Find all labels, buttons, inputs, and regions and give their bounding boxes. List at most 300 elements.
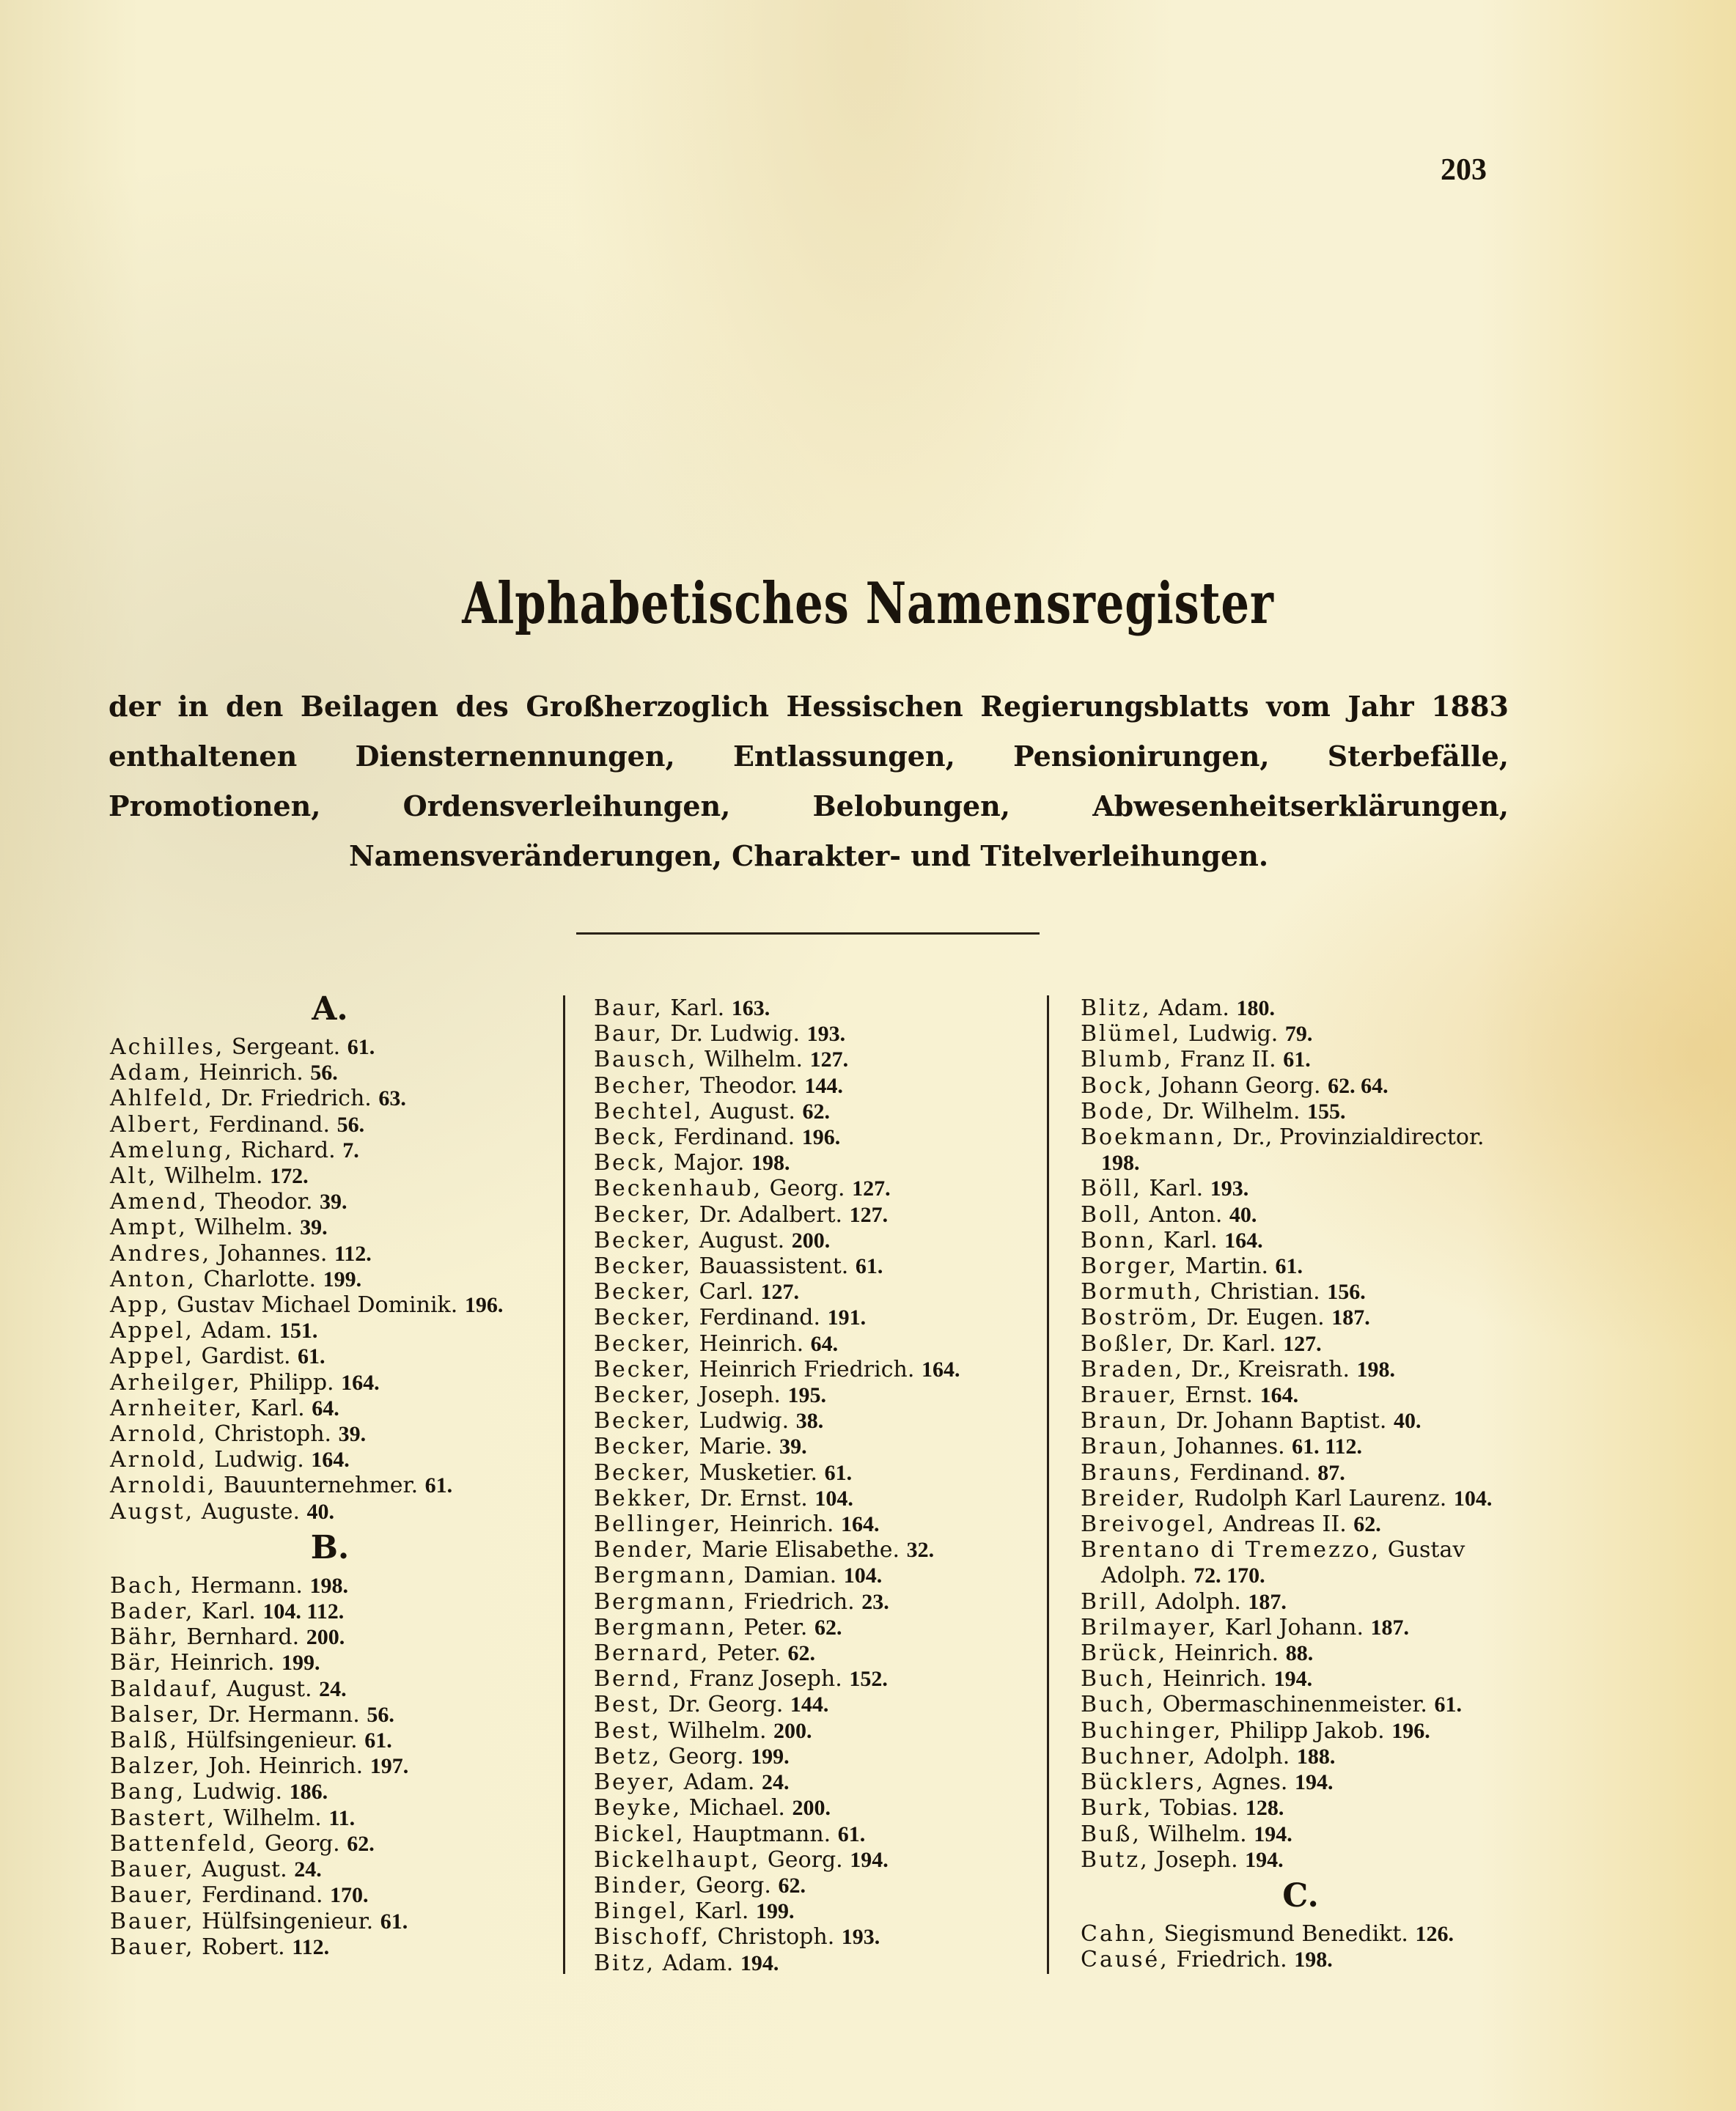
entry-given-name: Ferdinand.: [202, 1882, 323, 1909]
entry-pages: 199.: [751, 1744, 790, 1769]
entry-surname: Bickel,: [594, 1821, 685, 1847]
entry-surname: Bauer,: [110, 1908, 195, 1934]
entry-pages: 152.: [849, 1667, 888, 1692]
index-entry: [1081, 1073, 1520, 1099]
entry-surname: Buchner,: [1081, 1743, 1198, 1769]
entry-given-name: Dr. Ludwig.: [670, 1021, 801, 1047]
entry-surname: Bickelhaupt,: [594, 1846, 761, 1873]
entry-given-name: Christoph.: [717, 1924, 835, 1950]
entry-given-name: Bauassistent.: [699, 1253, 849, 1280]
index-entry: [594, 1847, 1026, 1873]
entry-given-name: Hülfsingenieur.: [185, 1728, 358, 1754]
entry-surname: Augst,: [110, 1498, 195, 1525]
index-entry: [110, 1396, 550, 1421]
entry-surname: Bode,: [1081, 1098, 1155, 1124]
index-entry: [594, 1615, 1026, 1640]
entry-given-name: August.: [227, 1676, 312, 1702]
index-entry: [594, 1460, 1026, 1486]
index-entry: [594, 995, 1026, 1021]
index-entry: [594, 1202, 1026, 1228]
entry-surname: Bach,: [110, 1572, 184, 1599]
entry-given-name: Ferdinand.: [673, 1124, 795, 1151]
index-entry: [594, 1511, 1026, 1537]
entry-pages: 61.: [364, 1728, 392, 1753]
entry-pages: 187.: [1331, 1305, 1370, 1330]
column-divider-2: [1047, 995, 1049, 1974]
entry-pages: 199.: [323, 1267, 362, 1292]
entry-pages: 170.: [330, 1883, 369, 1908]
entry-pages: 200.: [306, 1625, 345, 1650]
index-entry: [594, 1279, 1026, 1305]
entry-pages: 39.: [779, 1434, 807, 1459]
entry-given-name: Bernhard.: [186, 1624, 300, 1651]
index-entry: [594, 1047, 1026, 1072]
index-entry: [110, 1599, 550, 1624]
index-entry: [110, 1112, 550, 1138]
entry-surname: Beckenhaub,: [594, 1176, 763, 1202]
entry-pages: 186.: [289, 1780, 328, 1805]
entry-surname: Bergmann,: [594, 1588, 737, 1615]
index-entry: [1081, 1176, 1520, 1201]
entry-given-name: Gardist.: [201, 1344, 291, 1370]
entry-pages: 156.: [1327, 1280, 1366, 1305]
section-letter-heading: A.: [312, 990, 348, 1028]
entry-given-name: Karl.: [250, 1395, 305, 1421]
entry-given-name: Joh. Heinrich.: [208, 1753, 364, 1780]
index-entry: [110, 1909, 550, 1934]
index-entry: [1081, 1692, 1520, 1717]
entry-pages: 191.: [827, 1305, 867, 1330]
entry-surname: Bischoff,: [594, 1924, 710, 1950]
entry-surname: Buchinger,: [1081, 1717, 1223, 1744]
entry-given-name: Wilhelm.: [704, 1047, 803, 1073]
entry-pages: 180.: [1236, 996, 1275, 1020]
index-entry: [110, 1267, 550, 1292]
entry-given-name: Adam.: [1158, 995, 1229, 1021]
index-column-3: [1081, 995, 1520, 1972]
entry-given-name: Friedrich.: [743, 1588, 855, 1615]
entry-surname: Beck,: [594, 1150, 667, 1176]
entry-given-name: Ludwig.: [699, 1408, 790, 1434]
entry-surname: Adam,: [110, 1060, 192, 1086]
index-entry: [1081, 1357, 1520, 1382]
entry-pages: 87.: [1317, 1460, 1345, 1485]
entry-surname: Braun,: [1081, 1408, 1169, 1434]
index-entry: [1081, 1382, 1520, 1408]
entry-surname: Bechtel,: [594, 1098, 703, 1124]
entry-pages: 196.: [801, 1125, 841, 1150]
entry-given-name: August.: [202, 1857, 287, 1883]
entry-pages: 56.: [367, 1702, 394, 1727]
index-entry: [1081, 1434, 1520, 1459]
entry-surname: Bausch,: [594, 1047, 698, 1073]
index-entry: [1081, 1408, 1520, 1434]
entry-pages: 24.: [319, 1676, 347, 1701]
index-entry: [1081, 995, 1520, 1021]
entry-given-name: Georg.: [769, 1176, 845, 1202]
entry-surname: Becker,: [594, 1253, 693, 1280]
entry-given-name: Damian.: [743, 1563, 837, 1589]
entry-given-name: Karl.: [670, 995, 725, 1021]
entry-given-name: Karl Johann.: [1224, 1614, 1364, 1640]
entry-pages: 164.: [311, 1448, 350, 1473]
index-entry: [594, 1821, 1026, 1847]
index-entry: [594, 1898, 1026, 1924]
entry-surname: Boström,: [1081, 1305, 1199, 1331]
entry-surname: Bücklers,: [1081, 1769, 1205, 1796]
entry-given-name: Richard.: [240, 1137, 336, 1163]
entry-surname: Balser,: [110, 1701, 202, 1728]
entry-surname: Arnold,: [110, 1447, 207, 1473]
index-entry: [110, 1779, 550, 1805]
entry-pages: 61.: [380, 1909, 408, 1934]
entry-pages: 193.: [841, 1925, 880, 1950]
entry-given-name: Georg.: [264, 1830, 340, 1857]
index-entry: [594, 1305, 1026, 1330]
index-entry: [110, 1624, 550, 1650]
entry-given-name: Marie Elisabethe.: [702, 1537, 900, 1563]
entry-surname: Bauer,: [110, 1857, 195, 1883]
entry-given-name: Dr. Johann Baptist.: [1176, 1408, 1387, 1434]
entry-surname: Arnoldi,: [110, 1473, 217, 1499]
index-entry: [1081, 1279, 1520, 1305]
index-entry: [110, 1499, 550, 1525]
entry-surname: Braun,: [1081, 1434, 1169, 1460]
entry-given-name: Karl.: [1163, 1227, 1218, 1253]
entry-surname: Boll,: [1081, 1201, 1142, 1228]
entry-surname: Baldauf,: [110, 1676, 220, 1702]
index-entry: [110, 1241, 550, 1267]
entry-given-name: Christian.: [1210, 1279, 1320, 1305]
index-entry: [1081, 1047, 1520, 1072]
index-entry: [594, 1873, 1026, 1898]
entry-pages: 62.: [347, 1831, 375, 1856]
entry-surname: Ampt,: [110, 1215, 188, 1241]
index-entry: [1081, 1589, 1520, 1615]
entry-surname: Baur,: [594, 995, 663, 1021]
entry-given-name: Siegismund Benedikt.: [1163, 1920, 1408, 1947]
index-entry: [1081, 1202, 1520, 1228]
entry-surname: Borger,: [1081, 1253, 1178, 1280]
entry-surname: Amend,: [110, 1189, 208, 1215]
entry-given-name: Tobias.: [1159, 1795, 1239, 1821]
index-entry: [110, 1650, 550, 1676]
entry-surname: Becker,: [594, 1434, 693, 1460]
entry-surname: Arnheiter,: [110, 1395, 244, 1421]
entry-given-name: Dr., Kreisrath.: [1191, 1356, 1350, 1382]
index-entry: [594, 1331, 1026, 1357]
index-entry: [110, 1573, 550, 1599]
entry-pages: 38.: [795, 1409, 824, 1434]
index-entry: [1081, 1640, 1520, 1666]
entry-pages: 61.: [1434, 1692, 1462, 1717]
entry-pages: 151.: [279, 1319, 318, 1344]
section-letter-heading: C.: [1282, 1876, 1319, 1915]
index-entry: [594, 1408, 1026, 1434]
entry-surname: Bader,: [110, 1599, 195, 1625]
index-entry: [594, 1666, 1026, 1692]
entry-surname: Bonn,: [1081, 1227, 1157, 1253]
entry-surname: Appel,: [110, 1344, 194, 1370]
entry-given-name: Auguste.: [201, 1498, 300, 1525]
entry-surname: Bellinger,: [594, 1511, 723, 1538]
entry-surname: Becker,: [594, 1459, 693, 1486]
entry-pages: 198.: [1294, 1948, 1333, 1972]
entry-given-name: Agnes.: [1212, 1769, 1288, 1796]
entry-surname: Boßler,: [1081, 1330, 1176, 1357]
index-entry: [594, 1563, 1026, 1588]
entry-surname: Becker,: [594, 1356, 693, 1382]
index-entry: [594, 1640, 1026, 1666]
index-entry: [110, 1034, 550, 1060]
entry-given-name: Georg.: [668, 1743, 744, 1769]
entry-given-name: Major.: [673, 1150, 745, 1176]
index-entry: [110, 1344, 550, 1369]
entry-given-name: Karl.: [1149, 1176, 1204, 1202]
entry-surname: Causé,: [1081, 1947, 1169, 1973]
entry-surname: Butz,: [1081, 1846, 1150, 1873]
entry-given-name: Wilhelm.: [164, 1163, 263, 1190]
entry-pages: 61.: [855, 1254, 883, 1279]
index-entry: [1081, 1769, 1520, 1795]
entry-given-name: Heinrich.: [199, 1060, 304, 1086]
entry-pages: 24.: [761, 1770, 790, 1795]
entry-pages: 127.: [1283, 1331, 1322, 1356]
entry-surname: Bergmann,: [594, 1614, 737, 1640]
entry-given-name: Heinrich.: [170, 1650, 275, 1676]
entry-surname: Cahn,: [1081, 1920, 1158, 1947]
entry-surname: Buch,: [1081, 1666, 1156, 1692]
entry-surname: Bingel,: [594, 1898, 688, 1925]
index-entry: [594, 1073, 1026, 1099]
entry-given-name: Johann Georg.: [1161, 1072, 1321, 1099]
entry-pages: 198.: [309, 1573, 348, 1598]
page-number: 203: [1441, 153, 1487, 187]
index-entry: [1081, 1537, 1520, 1588]
index-entry: [110, 1473, 550, 1498]
entry-given-name: Bauunternehmer.: [223, 1473, 419, 1499]
index-entry: [110, 1163, 550, 1189]
entry-given-name: Ernst.: [1185, 1382, 1254, 1409]
entry-surname: Brentano di Tremezzo,: [1081, 1537, 1381, 1563]
entry-given-name: Dr. Eugen.: [1206, 1305, 1325, 1331]
entry-pages: 194.: [1273, 1667, 1313, 1692]
entry-pages: 39.: [300, 1215, 328, 1240]
entry-surname: Arheilger,: [110, 1369, 242, 1396]
entry-given-name: August.: [710, 1098, 795, 1124]
index-entry: [110, 1702, 550, 1728]
entry-surname: Brilmayer,: [1081, 1614, 1218, 1640]
entry-pages: 198.: [1356, 1357, 1396, 1382]
index-entry: [594, 1124, 1026, 1150]
entry-surname: Blitz,: [1081, 995, 1152, 1021]
entry-pages: 197.: [369, 1754, 409, 1779]
entry-given-name: Friedrich.: [1176, 1947, 1287, 1973]
index-entry: [110, 1060, 550, 1086]
entry-pages: 199.: [755, 1899, 795, 1924]
entry-pages: 11.: [328, 1805, 356, 1830]
entry-surname: Baur,: [594, 1021, 663, 1047]
entry-pages: 198.: [1101, 1151, 1140, 1176]
entry-surname: Blumb,: [1081, 1047, 1174, 1073]
index-entry: [594, 1795, 1026, 1821]
entry-pages: 200.: [773, 1718, 812, 1743]
entry-pages: 164.: [1259, 1383, 1299, 1408]
entry-given-name: Franz Joseph.: [688, 1666, 842, 1692]
entry-pages: 40.: [1393, 1409, 1421, 1434]
index-entry: [1081, 1253, 1520, 1279]
entry-given-name: Robert.: [202, 1934, 285, 1960]
index-entry: [594, 1537, 1026, 1563]
index-entry: [594, 1099, 1026, 1124]
entry-pages: 61.: [837, 1821, 866, 1846]
entry-surname: Achilles,: [110, 1034, 225, 1060]
entry-surname: Bär,: [110, 1650, 163, 1676]
entry-given-name: Martin.: [1185, 1253, 1268, 1280]
index-column-1: [110, 986, 550, 1960]
entry-pages: 196.: [464, 1293, 504, 1318]
entry-given-name: Heinrich.: [699, 1330, 804, 1357]
entry-surname: Becker,: [594, 1201, 693, 1228]
entry-pages: 194.: [1294, 1770, 1334, 1795]
index-entry: [594, 1357, 1026, 1382]
entry-given-name: Wilhelm.: [668, 1717, 767, 1744]
index-entry: [594, 1253, 1026, 1279]
entry-pages: 164.: [840, 1512, 880, 1537]
entry-given-name: Johannes.: [1176, 1434, 1285, 1460]
entry-pages: 104.: [814, 1486, 853, 1511]
entry-given-name: Gustav Adolph.: [1101, 1537, 1465, 1589]
entry-given-name: Georg.: [767, 1846, 843, 1873]
index-entry: [110, 1215, 550, 1240]
entry-given-name: Dr., Provinzialdirector.: [1232, 1124, 1485, 1151]
entry-given-name: Obermaschinenmeister.: [1162, 1692, 1427, 1718]
entry-pages: 104.: [1453, 1486, 1493, 1511]
index-entry: [1081, 1795, 1520, 1821]
entry-pages: 64.: [312, 1396, 339, 1421]
entry-surname: Andres,: [110, 1240, 212, 1267]
entry-pages: 72. 170.: [1194, 1563, 1265, 1588]
entry-given-name: Peter.: [716, 1640, 781, 1667]
entry-pages: 62.: [787, 1641, 816, 1666]
entry-surname: Brück,: [1081, 1640, 1168, 1667]
entry-given-name: Andreas II.: [1223, 1511, 1347, 1538]
index-entry: [1081, 1718, 1520, 1744]
entry-pages: 61.: [824, 1460, 853, 1485]
entry-surname: Bitz,: [594, 1950, 656, 1976]
entry-given-name: Adam.: [201, 1318, 273, 1344]
entry-given-name: Gustav Michael Dominik.: [177, 1292, 458, 1319]
entry-given-name: Heinrich.: [1174, 1640, 1279, 1667]
index-entry: [594, 1382, 1026, 1408]
entry-pages: 194.: [850, 1847, 889, 1872]
entry-pages: 187.: [1370, 1615, 1410, 1640]
section-letter-heading: B.: [310, 1528, 350, 1566]
entry-given-name: Peter.: [743, 1614, 808, 1640]
entry-surname: Balzer,: [110, 1753, 202, 1780]
index-entry: [1081, 1821, 1520, 1847]
entry-pages: 128.: [1245, 1796, 1284, 1821]
entry-pages: 164.: [341, 1370, 380, 1395]
entry-given-name: Karl.: [694, 1898, 749, 1925]
entry-surname: Beyke,: [594, 1795, 683, 1821]
entry-pages: 61. 112.: [1292, 1434, 1363, 1459]
index-entry: [110, 1189, 550, 1215]
entry-pages: 172.: [270, 1164, 309, 1189]
entry-pages: 195.: [787, 1383, 827, 1408]
index-entry: [594, 1486, 1026, 1511]
entry-given-name: Dr. Ernst.: [700, 1485, 808, 1511]
entry-given-name: Dr. Hermann.: [207, 1701, 360, 1728]
entry-pages: 196.: [1391, 1718, 1430, 1743]
entry-given-name: Dr. Friedrich.: [221, 1086, 372, 1112]
entry-given-name: Ferdinand.: [208, 1111, 331, 1138]
entry-surname: Bormuth,: [1081, 1279, 1204, 1305]
entry-surname: Amelung,: [110, 1137, 234, 1163]
index-entry: [594, 1589, 1026, 1615]
entry-given-name: Charlotte.: [203, 1266, 317, 1292]
entry-given-name: Adolph.: [1204, 1743, 1290, 1769]
entry-pages: 39.: [338, 1422, 367, 1447]
entry-surname: Best,: [594, 1692, 661, 1718]
entry-pages: 193.: [806, 1022, 846, 1047]
entry-pages: 112.: [292, 1934, 330, 1959]
entry-pages: 193.: [1210, 1176, 1249, 1201]
entry-given-name: Joseph.: [699, 1382, 781, 1409]
index-entry: [1081, 1460, 1520, 1486]
entry-pages: 79.: [1284, 1022, 1313, 1047]
entry-pages: 194.: [1245, 1847, 1284, 1872]
index-entry: [110, 1831, 550, 1857]
entry-pages: 104.: [843, 1563, 883, 1588]
entry-surname: Bock,: [1081, 1072, 1154, 1099]
entry-pages: 127.: [849, 1202, 889, 1227]
entry-given-name: Joseph.: [1156, 1846, 1238, 1873]
entry-given-name: Wilhelm.: [194, 1215, 293, 1241]
entry-surname: Ahlfeld,: [110, 1086, 214, 1112]
entry-pages: 199.: [282, 1651, 320, 1676]
entry-pages: 62.: [814, 1615, 842, 1640]
entry-pages: 23.: [861, 1589, 889, 1614]
entry-pages: 194.: [1254, 1821, 1292, 1846]
entry-given-name: Dr. Karl.: [1182, 1330, 1276, 1357]
index-entry: [1081, 1305, 1520, 1330]
entry-pages: 61.: [1275, 1254, 1303, 1279]
entry-pages: 61.: [424, 1473, 453, 1498]
entry-pages: 144.: [790, 1692, 829, 1717]
index-entry: [110, 1805, 550, 1831]
entry-pages: 62.: [778, 1873, 806, 1898]
entry-pages: 188.: [1296, 1744, 1336, 1769]
index-entry: [594, 1021, 1026, 1047]
entry-given-name: Heinrich Friedrich.: [699, 1356, 915, 1382]
index-entry: [110, 1857, 550, 1882]
index-entry: [1081, 1099, 1520, 1124]
entry-given-name: Franz II.: [1180, 1047, 1276, 1073]
entry-pages: 187.: [1248, 1589, 1287, 1614]
index-entry: [1081, 1511, 1520, 1537]
entry-pages: 62.: [1353, 1512, 1381, 1537]
entry-surname: Binder,: [594, 1872, 689, 1898]
index-entry: [594, 1769, 1026, 1795]
index-entry: [110, 1882, 550, 1908]
entry-given-name: Georg.: [696, 1872, 771, 1898]
entry-given-name: Anton.: [1149, 1201, 1223, 1228]
entry-surname: Blümel,: [1081, 1021, 1182, 1047]
entry-pages: 155.: [1307, 1099, 1346, 1124]
index-entry: [110, 1370, 550, 1396]
entry-surname: Appel,: [110, 1318, 194, 1344]
